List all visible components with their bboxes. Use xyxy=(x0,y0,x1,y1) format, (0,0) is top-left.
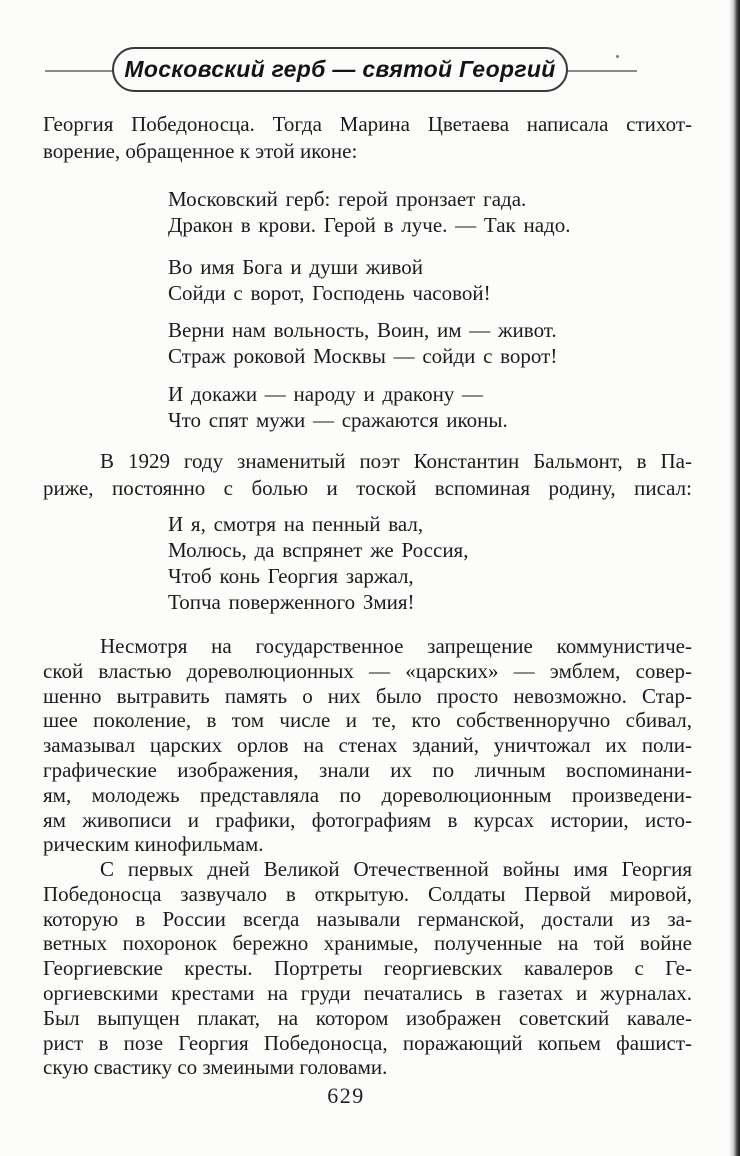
page-edge-shadow xyxy=(729,0,740,1156)
text-line: оргиевскими крестами на груди печатались в газетах и журналах. xyxy=(43,980,692,1005)
poem-tsvetaeva-stanza-2 xyxy=(168,254,688,306)
text-line: Георгия Победоносца. Тогда Марина Цветаева написала стихот- xyxy=(43,112,692,136)
text-line: шее поколение, в том числе и те, кто собственноручно сбивал, xyxy=(43,708,692,733)
text-line: замазывал царских орлов на стенах зданий, уничтожал их поли- xyxy=(43,733,692,758)
text-line: Молюсь, да вспрянет же Россия, xyxy=(168,538,469,562)
text-line: Дракон в крови. Герой в луче. — Так надо. xyxy=(168,213,571,237)
chapter-title-frame xyxy=(112,47,568,92)
text-line: Что спят мужи — сражаются иконы. xyxy=(168,408,508,432)
text-line: Несмотря на государственное запрещение коммунистиче- xyxy=(100,634,692,658)
text-line: Московский герб: герой пронзает гада. xyxy=(168,187,527,211)
text-line: ям, молодежь представляла по дореволюционным произведени- xyxy=(43,782,692,807)
page-number: 629 xyxy=(327,1083,365,1108)
poem-tsvetaeva-stanza-1 xyxy=(168,186,688,238)
text-line: Верни нам вольность, Воин, им — живот. xyxy=(168,318,557,342)
text-line: ям живописи и графики, фотографиям в курсах истории, исто- xyxy=(43,807,692,832)
text-line: Был выпущен плакат, на котором изображен советский кавале- xyxy=(43,1005,692,1030)
header-rule-right xyxy=(567,70,637,72)
text-line: рическим кинофильмам. xyxy=(43,832,264,857)
text-line: В 1929 году знаменитый поэт Константин Бальмонт, в Па- xyxy=(100,449,692,473)
text-line: Во имя Бога и души живой xyxy=(168,255,424,279)
text-line: Чтоб конь Георгия заржал, xyxy=(168,564,414,588)
chapter-title: Московский герб — святой Георгий xyxy=(124,56,556,82)
text-line: Георгиевские кресты. Портреты георгиевских кавалеров с Ге- xyxy=(43,956,692,981)
text-line: Страж роковой Москвы — сойди с ворот! xyxy=(168,344,558,368)
text-line: рист в позе Георгия Победоносца, поражающий копьем фашист- xyxy=(43,1030,692,1055)
text-line: ской властью дореволюционных — «царских» — эмблем, совер- xyxy=(43,658,692,683)
text-line: ворение, обращенное к этой иконе: xyxy=(43,138,358,163)
text-line: графические изображения, знали их по личным воспоминани- xyxy=(43,757,692,782)
paragraph-emblem-ban xyxy=(43,634,692,857)
paragraph-intro xyxy=(43,111,692,164)
paragraph-balmont-intro xyxy=(43,448,692,501)
text-line: скую свастику со змеиными головами. xyxy=(43,1055,388,1080)
paragraph-ww2 xyxy=(43,857,692,1080)
text-line: С первых дней Великой Отечественной войны имя Георгия xyxy=(100,857,692,881)
scan-speck xyxy=(616,55,619,58)
header-rule-left xyxy=(45,70,115,72)
text-line: И докажи — народу и дракону — xyxy=(168,382,484,406)
text-line: риже, постоянно с болью и тоской вспоминая родину, писал: xyxy=(43,475,692,500)
text-line: шенно вытравить память о них было просто невозможно. Стар- xyxy=(43,683,692,708)
text-line: И я, смотря на пенный вал, xyxy=(168,512,424,536)
text-line: Топча поверженного Змия! xyxy=(168,590,415,614)
poem-tsvetaeva-stanza-4 xyxy=(168,381,688,433)
poem-tsvetaeva-stanza-3 xyxy=(168,317,688,369)
text-line: ветных похоронок бережно хранимые, полученные на той войне xyxy=(43,931,692,956)
text-line: которую в России всегда называли германской, достали из за- xyxy=(43,906,692,931)
text-line: Сойди с ворот, Господень часовой! xyxy=(168,281,491,305)
poem-balmont xyxy=(168,511,688,615)
text-line: Победоносца зазвучало в открытую. Солдаты Первой мировой, xyxy=(43,881,692,906)
